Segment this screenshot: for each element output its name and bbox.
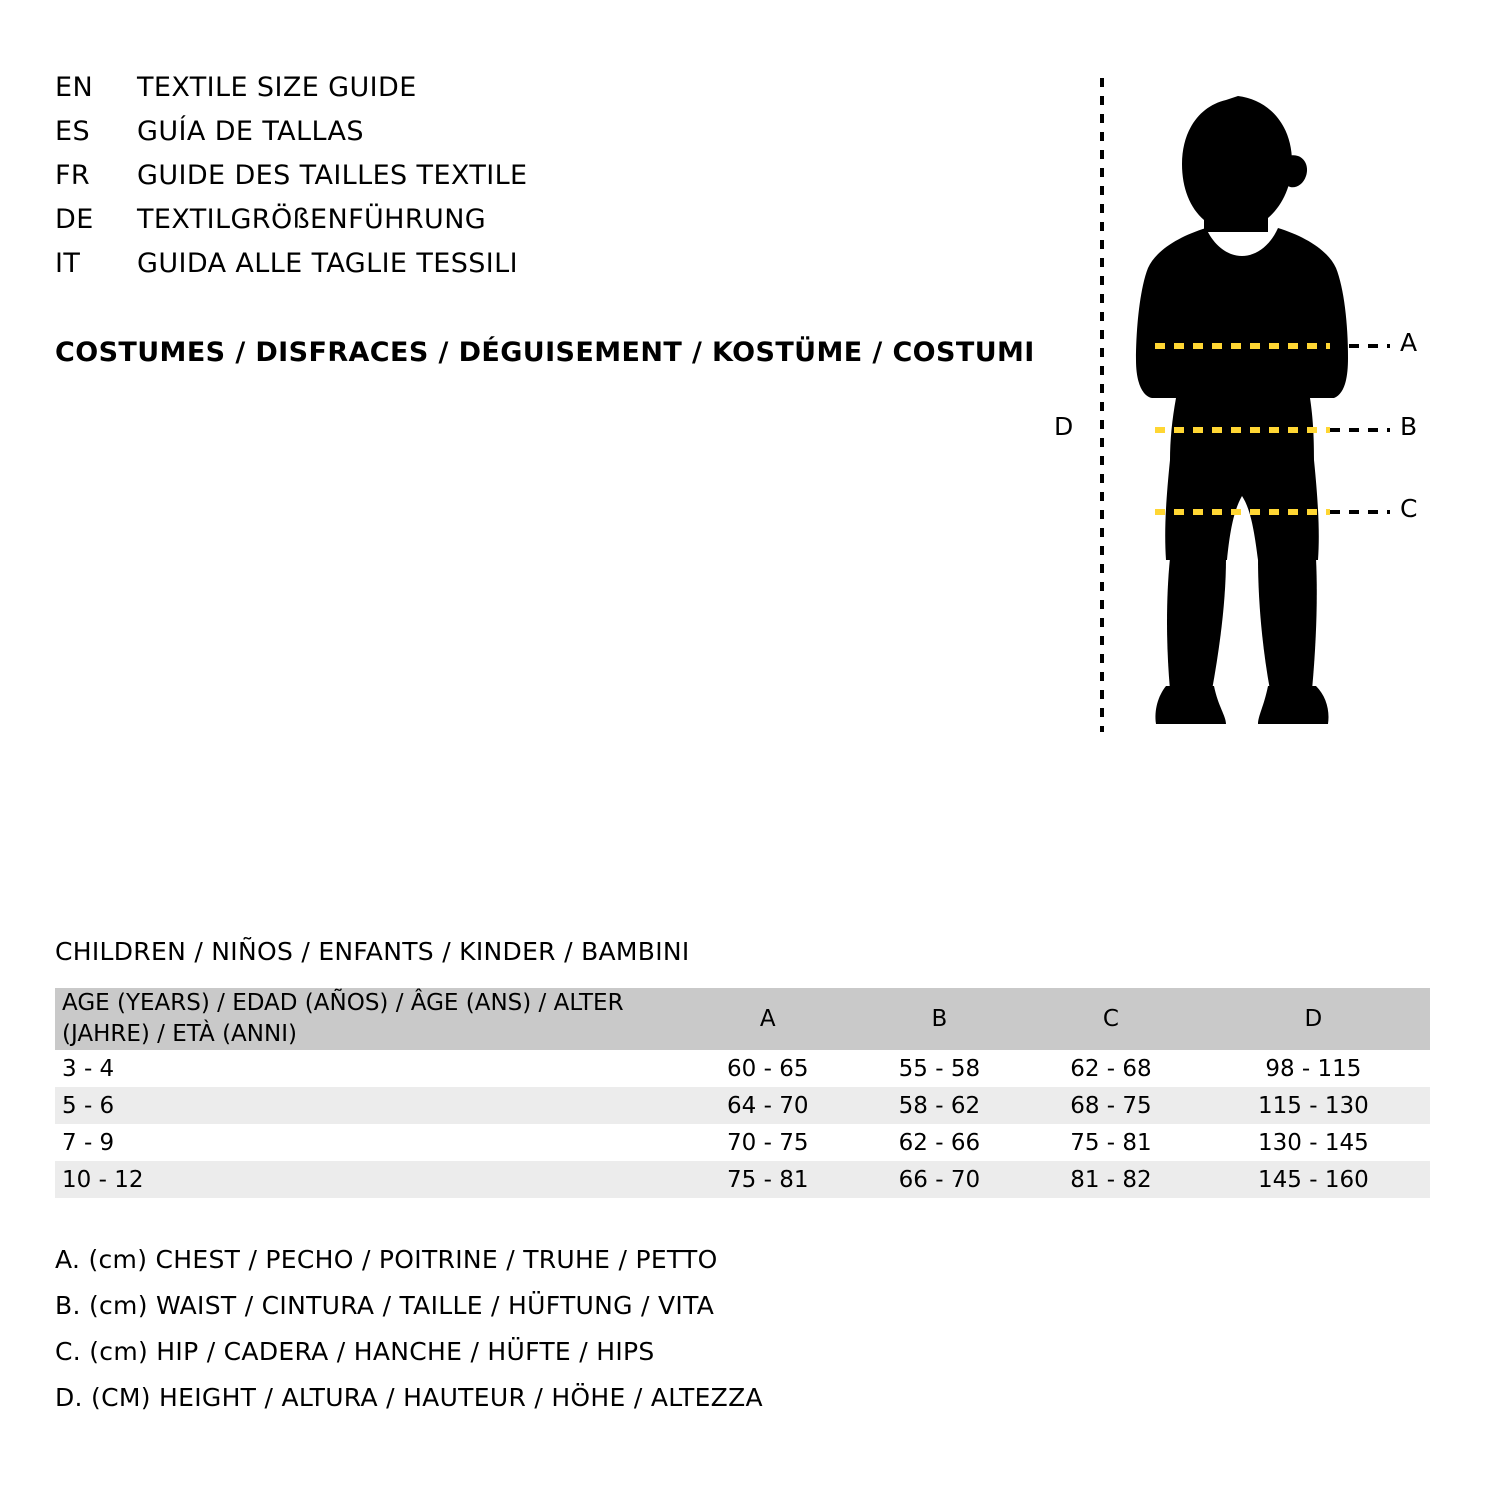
silhouette-body bbox=[1136, 96, 1348, 724]
cell-age: 5 - 6 bbox=[62, 1092, 115, 1119]
table-header bbox=[55, 988, 1430, 1050]
language-code-es: ES bbox=[55, 116, 90, 147]
language-row-it bbox=[55, 248, 1035, 292]
measurement-legend bbox=[55, 1245, 763, 1429]
figure-label-height: D bbox=[1054, 412, 1074, 441]
child-silhouette-icon bbox=[1030, 60, 1460, 760]
figure-label-chest: A bbox=[1400, 328, 1418, 357]
language-text-en: TEXTILE SIZE GUIDE bbox=[137, 72, 417, 103]
table-row bbox=[55, 1087, 1430, 1124]
cell-c: 68 - 75 bbox=[1070, 1092, 1152, 1119]
costumes-heading: COSTUMES / DISFRACES / DÉGUISEMENT / KOSTÜME / COSTUMI bbox=[55, 337, 1035, 368]
language-code-it: IT bbox=[55, 248, 81, 279]
cell-c: 81 - 82 bbox=[1070, 1166, 1152, 1193]
cell-age: 3 - 4 bbox=[62, 1055, 115, 1082]
table-title: CHILDREN / NIÑOS / ENFANTS / KINDER / BAMBINI bbox=[55, 937, 690, 966]
legend-line-b: B. (cm) WAIST / CINTURA / TAILLE / HÜFTUNG / VITA bbox=[55, 1291, 715, 1320]
column-header-c: C bbox=[1102, 1006, 1119, 1033]
cell-b: 62 - 66 bbox=[898, 1129, 981, 1156]
language-row-de bbox=[55, 204, 1035, 248]
table-header-row bbox=[55, 988, 1430, 1050]
cell-d: 145 - 160 bbox=[1258, 1166, 1369, 1193]
table-row bbox=[55, 1050, 1430, 1087]
legend-line-a: A. (cm) CHEST / PECHO / POITRINE / TRUHE / PETTO bbox=[55, 1245, 718, 1274]
language-list bbox=[55, 72, 1035, 292]
column-header-d: D bbox=[1304, 1006, 1323, 1033]
cell-c: 62 - 68 bbox=[1070, 1055, 1152, 1082]
cell-age: 7 - 9 bbox=[62, 1129, 115, 1156]
language-text-de: TEXTILGRÖßENFÜHRUNG bbox=[137, 204, 487, 235]
column-header-age: AGE (YEARS) / EDAD (AÑOS) / ÂGE (ANS) / ALTER (JAHRE) / ETÀ (ANNI) bbox=[62, 990, 624, 1048]
cell-d: 98 - 115 bbox=[1265, 1055, 1362, 1082]
language-code-en: EN bbox=[55, 72, 94, 103]
language-row-fr bbox=[55, 160, 1035, 204]
cell-b: 66 - 70 bbox=[898, 1166, 981, 1193]
cell-b: 58 - 62 bbox=[898, 1092, 981, 1119]
language-code-fr: FR bbox=[55, 160, 91, 191]
table-row bbox=[55, 1161, 1430, 1198]
cell-c: 75 - 81 bbox=[1070, 1129, 1152, 1156]
column-header-a: A bbox=[759, 1006, 776, 1033]
figure-label-hip: C bbox=[1400, 494, 1418, 523]
cell-a: 70 - 75 bbox=[727, 1129, 809, 1156]
table-row bbox=[55, 1124, 1430, 1161]
cell-d: 130 - 145 bbox=[1258, 1129, 1369, 1156]
cell-a: 60 - 65 bbox=[727, 1055, 809, 1082]
cell-a: 75 - 81 bbox=[727, 1166, 809, 1193]
measurement-figure bbox=[1030, 60, 1460, 760]
column-header-b: B bbox=[931, 1006, 948, 1033]
legend-line-c: C. (cm) HIP / CADERA / HANCHE / HÜFTE / HIPS bbox=[55, 1337, 655, 1366]
cell-a: 64 - 70 bbox=[727, 1092, 809, 1119]
size-table bbox=[55, 988, 1430, 1198]
language-row-en bbox=[55, 72, 1035, 116]
language-text-fr: GUIDE DES TAILLES TEXTILE bbox=[137, 160, 528, 191]
language-code-de: DE bbox=[55, 204, 94, 235]
cell-d: 115 - 130 bbox=[1258, 1092, 1369, 1119]
legend-line-d: D. (CM) HEIGHT / ALTURA / HAUTEUR / HÖHE / ALTEZZA bbox=[55, 1383, 763, 1412]
figure-label-waist: B bbox=[1400, 412, 1418, 441]
table-body bbox=[55, 1050, 1430, 1198]
language-row-es bbox=[55, 116, 1035, 160]
cell-b: 55 - 58 bbox=[898, 1055, 981, 1082]
language-text-it: GUIDA ALLE TAGLIE TESSILI bbox=[137, 248, 518, 279]
cell-age: 10 - 12 bbox=[62, 1166, 144, 1193]
language-text-es: GUÍA DE TALLAS bbox=[137, 116, 364, 147]
